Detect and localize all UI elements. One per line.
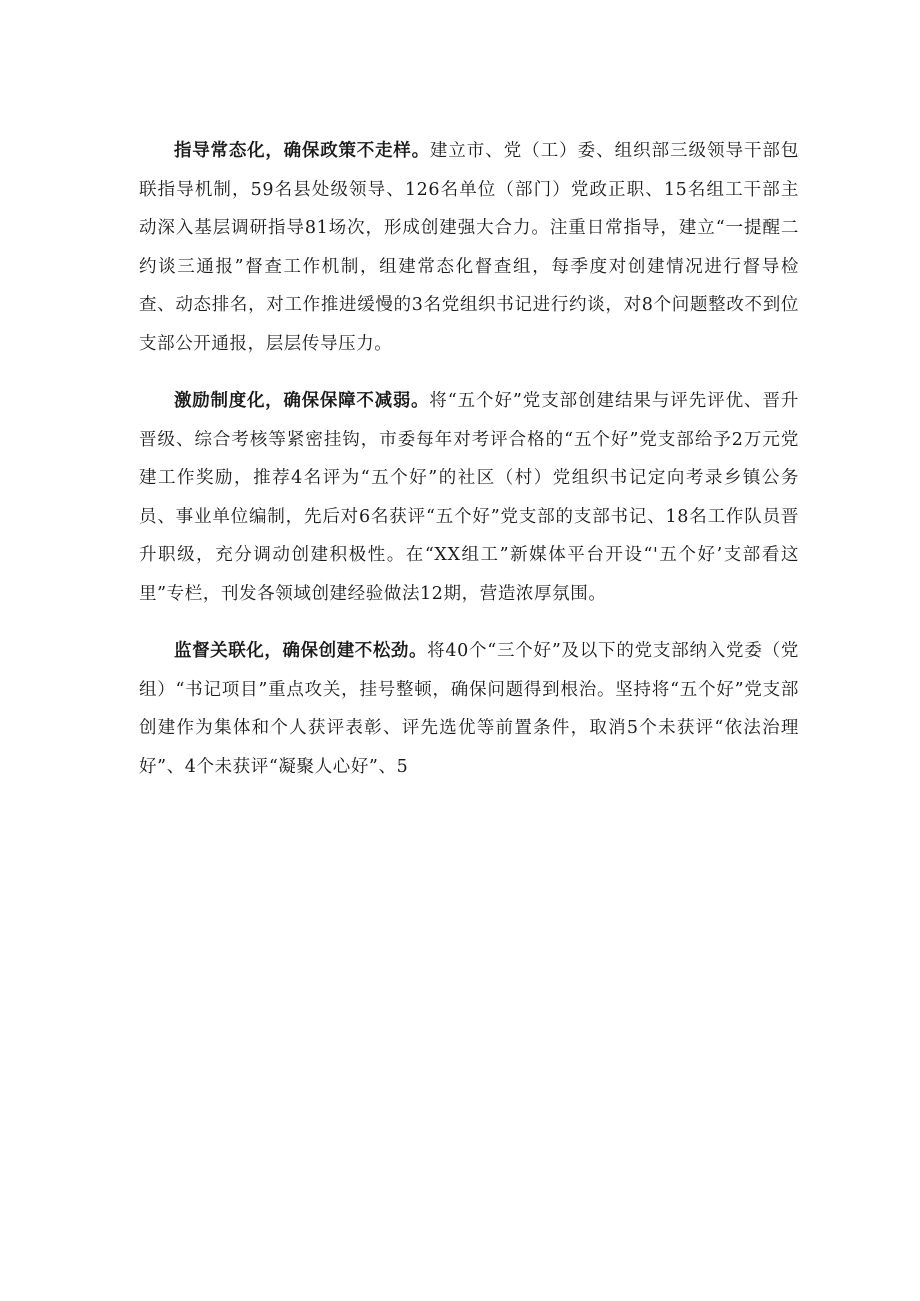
paragraph-heading: 指导常态化，确保政策不走样。 [174,141,430,161]
paragraph-text: 建立市、党（工）委、组织部三级领导干部包联指导机制，59名县处级领导、126名单位（部门）党政正职、15名组工干部主动深入基层调研指导81场次，形成创建强大合力。注重日常指导，建立“一提醒二约谈三通报”督查工作机制，组建常态化督查组，每季度对创建情况进行督导检查、动态排名，对工作推进缓慢的3名党组织书记进行约谈，对8个问题整改不到位支部公开通报，层层传导压力。 [139,141,799,354]
paragraph-heading: 激励制度化，确保保障不减弱。 [174,391,430,411]
paragraph-guidance [139,132,799,363]
paragraph-heading: 监督关联化，确保创建不松劲。 [174,641,428,661]
paragraph-supervision [139,632,799,786]
paragraph-text: 将40个“三个好”及以下的党支部纳入党委（党组）“书记项目”重点攻关，挂号整顿，确保问题得到根治。坚持将“五个好”党支部创建作为集体和个人获评表彰、评先选优等前置条件，取消5个未获评“依法治理好”、4个未获评“凝聚人心好”、5 [139,641,799,777]
document-body [139,132,799,805]
paragraph-incentive [139,382,799,613]
paragraph-text: 将“五个好”党支部创建结果与评先评优、晋升晋级、综合考核等紧密挂钩，市委每年对考评合格的“五个好”党支部给予2万元党建工作奖励，推荐4名评为“五个好”的社区（村）党组织书记定向考录乡镇公务员、事业单位编制，先后对6名获评“五个好”党支部的支部书记、18名工作队员晋升职级，充分调动创建积极性。在“XX组工”新媒体平台开设“'五个好’支部看这里”专栏，刊发各领域创建经验做法12期，营造浓厚氛围。 [139,391,799,604]
